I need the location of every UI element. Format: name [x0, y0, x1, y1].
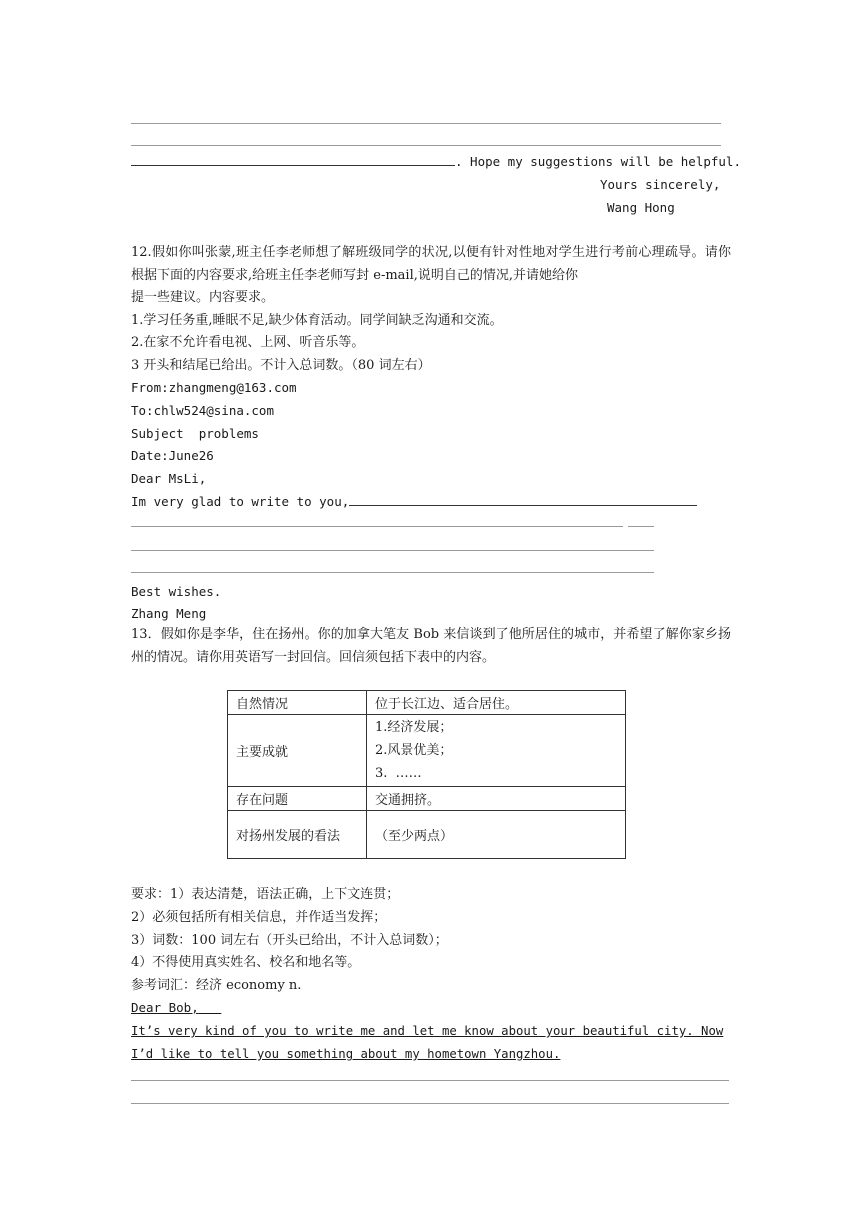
q13-req2: 2）必须包括所有相关信息，并作适当发挥；	[131, 910, 387, 925]
signature-text: Wang Hong	[607, 200, 675, 215]
email-opening-line	[131, 494, 697, 510]
suggestion-line	[131, 154, 741, 170]
email-from: From:zhangmeng@163.com	[131, 380, 297, 395]
table-content-line: 2.风景优美；	[375, 743, 453, 758]
q13-opening-line1: It’s very kind of you to write me and let me know about your beautiful city. Now	[131, 1024, 724, 1038]
table-label-cell: 对扬州发展的看法	[228, 811, 367, 859]
table-content-line: 1.经济发展；	[375, 720, 453, 735]
q13-req1: 要求：1）表达清楚，语法正确，上下文连贯；	[131, 887, 400, 902]
yangzhou-info-table	[227, 690, 626, 859]
q13-greeting-text: Dear Bob,	[131, 1000, 199, 1015]
answer-line	[628, 526, 654, 527]
email-signature: Zhang Meng	[131, 606, 207, 621]
table-content-line: 3. ……	[375, 766, 422, 781]
answer-line	[131, 1103, 729, 1104]
table-row	[228, 787, 626, 811]
q12-req1: 1.学习任务重,睡眠不足,缺少体育活动。同学间缺乏沟通和交流。	[131, 313, 503, 328]
suggestion-close-text: . Hope my suggestions will be helpful.	[455, 154, 741, 169]
email-opening-text: Im very glad to write to you,	[131, 494, 350, 509]
table-row	[228, 691, 626, 715]
answer-line	[131, 526, 623, 527]
answer-line	[131, 123, 721, 124]
table-label-cell: 存在问题	[228, 787, 367, 811]
table-label-cell: 主要成就	[228, 715, 367, 787]
table-row	[228, 811, 626, 859]
q13-req3: 3）词数：100 词左右（开头已给出，不计入总词数）；	[131, 933, 448, 948]
table-content-cell	[367, 715, 626, 787]
email-closing: Best wishes.	[131, 584, 222, 599]
q13-vocab: 参考词汇：经济 economy n.	[131, 978, 302, 993]
email-date: Date:June26	[131, 448, 214, 463]
q12-req2: 2.在家不允许看电视、上网、听音乐等。	[131, 335, 365, 350]
q12-intro-cont: 提一些建议。内容要求。	[131, 290, 275, 305]
table-content-cell: 交通拥挤。	[367, 787, 626, 811]
answer-line	[131, 145, 721, 146]
email-subject: Subject problems	[131, 426, 259, 441]
q13-req4: 4）不得使用真实姓名、校名和地名等。	[131, 955, 361, 970]
table-label-cell: 自然情况	[228, 691, 367, 715]
closing-text: Yours sincerely,	[600, 177, 721, 192]
q12-intro: 12.假如你叫张蒙,班主任李老师想了解班级同学的状况,以便有针对性地对学生进行考前心理疏导。请你根据下面的内容要求,给班主任李老师写封 e-mail,说明自己的情况,并请她给你	[131, 245, 731, 283]
table-content-cell: 位于长江边、适合居住。	[367, 691, 626, 715]
email-to: To:chlw524@sina.com	[131, 403, 274, 418]
answer-blank	[131, 165, 455, 166]
table-row	[228, 715, 626, 787]
q13-intro: 13．假如你是李华，住在扬州。你的加拿大笔友 Bob 来信谈到了他所居住的城市，并希望了解你家乡扬州的情况。请你用英语写一封回信。回信须包括下表中的内容。	[131, 627, 731, 665]
answer-line	[131, 1080, 729, 1081]
q13-opening-line2: I’d like to tell you something about my hometown Yangzhou.	[131, 1047, 561, 1061]
answer-line	[131, 550, 654, 551]
table-content-cell: （至少两点）	[367, 811, 626, 859]
answer-line	[131, 572, 654, 573]
q13-greeting	[131, 1000, 221, 1016]
email-greeting: Dear MsLi,	[131, 471, 207, 486]
answer-blank	[349, 505, 697, 506]
q12-req3: 3 开头和结尾已给出。不计入总词数。（80 词左右）	[131, 358, 431, 373]
